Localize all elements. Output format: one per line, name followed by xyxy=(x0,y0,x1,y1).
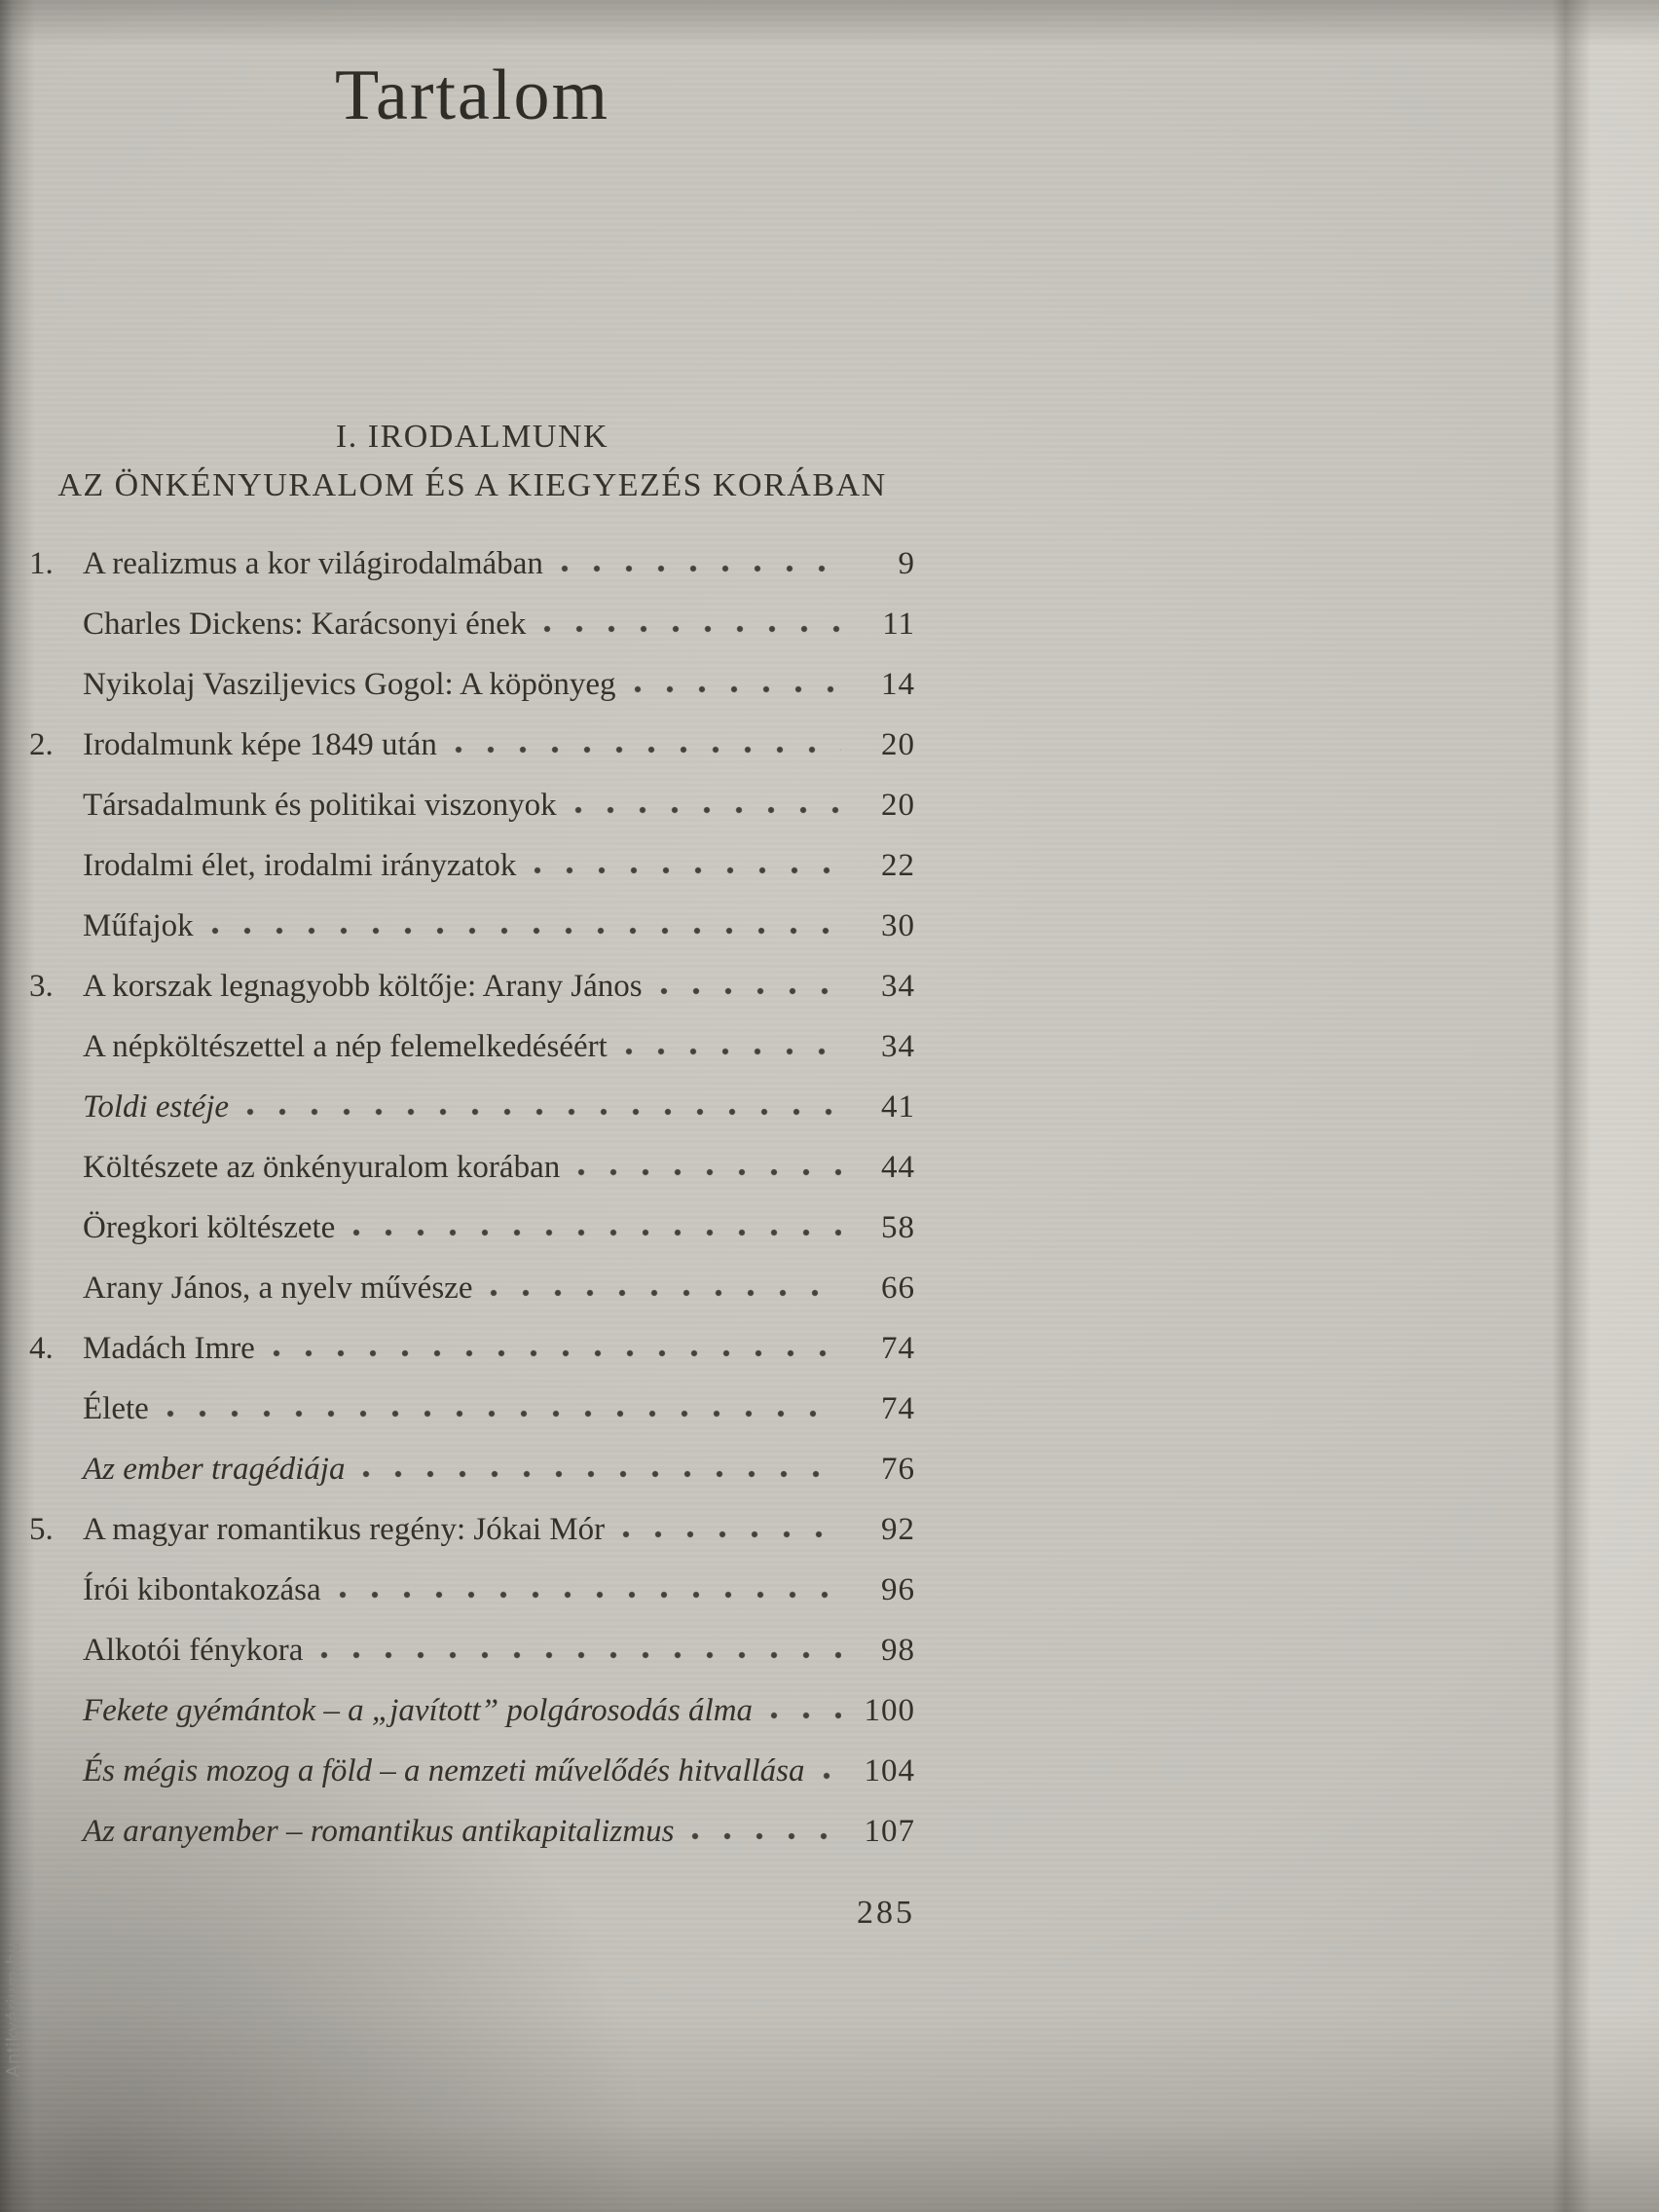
toc-row xyxy=(29,956,915,1016)
page-title: Tartalom xyxy=(334,55,610,135)
toc-entry-number: 3. xyxy=(29,969,54,1004)
toc-row xyxy=(29,1620,915,1680)
toc-entry-title: Öregkori költészete xyxy=(83,1210,336,1245)
toc-entry-title: Madách Imre xyxy=(83,1331,255,1366)
toc-entry-title: Írói kibontakozása xyxy=(83,1572,321,1607)
toc-entry-title: Költészete az önkényuralom korában xyxy=(83,1150,561,1185)
toc-entry-title: Alkotói fénykora xyxy=(83,1633,304,1668)
toc-entry-title: Toldi estéje xyxy=(83,1089,230,1124)
dot-leader xyxy=(490,1289,841,1298)
toc-entry-page: 76 xyxy=(881,1452,915,1487)
toc-row xyxy=(29,715,915,775)
toc-entry-title: Arany János, a nyelv művésze xyxy=(83,1271,473,1306)
dot-leader xyxy=(534,866,841,875)
toc-entry-number: 4. xyxy=(29,1331,54,1366)
toc-entry-number: 1. xyxy=(29,546,54,581)
dot-leader xyxy=(362,1470,841,1479)
dot-leader xyxy=(691,1832,841,1841)
dot-leader xyxy=(622,1530,841,1539)
toc-row xyxy=(29,835,915,896)
toc-entry-page: 20 xyxy=(881,788,915,823)
section-heading-line2: AZ ÖNKÉNYURALOM ÉS A KIEGYEZÉS KORÁBAN xyxy=(57,467,887,503)
toc-entry-page: 44 xyxy=(881,1150,915,1185)
toc-entry-title: Irodalmunk képe 1849 után xyxy=(83,727,437,762)
toc-entry-title: Az ember tragédiája xyxy=(83,1452,346,1487)
toc-row xyxy=(29,775,915,835)
dot-leader xyxy=(211,927,841,936)
toc-entry-page: 104 xyxy=(864,1753,915,1788)
toc-entry-title: És mégis mozog a föld – a nemzeti művelődés hitvallása xyxy=(83,1753,805,1788)
toc-row xyxy=(29,1198,915,1258)
toc-row xyxy=(29,896,915,956)
toc-entry-page: 74 xyxy=(881,1331,915,1366)
toc-entry-page: 30 xyxy=(881,908,915,943)
toc-entry-title: Műfajok xyxy=(83,908,194,943)
dot-leader xyxy=(166,1410,841,1419)
section-heading xyxy=(8,413,937,510)
dot-leader xyxy=(455,746,841,755)
dot-leader xyxy=(625,1048,841,1056)
toc-entry-page: 20 xyxy=(881,727,915,762)
toc-entry-page: 41 xyxy=(881,1089,915,1124)
dot-leader xyxy=(574,806,841,815)
toc-entry-page: 14 xyxy=(881,667,915,702)
toc-row xyxy=(29,1258,915,1318)
toc-row xyxy=(29,1318,915,1379)
toc-entry-page: 58 xyxy=(881,1210,915,1245)
toc-entry-page: 107 xyxy=(864,1814,915,1849)
toc-entry-page: 96 xyxy=(881,1572,915,1607)
toc-row xyxy=(29,1741,915,1801)
toc-entry-title: Irodalmi élet, irodalmi irányzatok xyxy=(83,848,517,883)
page-number: 285 xyxy=(857,1895,915,1931)
dot-leader xyxy=(543,625,841,634)
toc-row xyxy=(29,1077,915,1137)
toc-entry-page: 74 xyxy=(881,1391,915,1426)
toc-entry-title: Nyikolaj Vasziljevics Gogol: A köpönyeg xyxy=(83,667,616,702)
dot-leader xyxy=(246,1108,841,1117)
watermark: Antikvárium.hu xyxy=(4,1941,24,2078)
dot-leader xyxy=(273,1349,841,1358)
toc-row xyxy=(29,1379,915,1439)
toc-entry-page: 66 xyxy=(881,1271,915,1306)
toc-row xyxy=(29,534,915,594)
toc-entry-page: 100 xyxy=(864,1693,915,1728)
dot-leader xyxy=(320,1651,841,1660)
dot-leader xyxy=(823,1772,841,1781)
dot-leader xyxy=(770,1712,841,1720)
dot-leader xyxy=(561,565,841,573)
toc-entry-page: 9 xyxy=(898,546,915,581)
toc-entry-page: 34 xyxy=(881,969,915,1004)
toc-entry-page: 11 xyxy=(882,607,915,642)
toc-row xyxy=(29,1560,915,1620)
dot-leader xyxy=(660,987,841,996)
toc-list xyxy=(29,534,915,1862)
toc-entry-title: A realizmus a kor világirodalmában xyxy=(83,546,543,581)
toc-entry-title: A népköltészettel a nép felemelkedéséért xyxy=(83,1029,608,1064)
toc-row xyxy=(29,1439,915,1499)
toc-entry-page: 98 xyxy=(881,1633,915,1668)
toc-entry-title: Fekete gyémántok – a „javított” polgárosodás álma xyxy=(83,1693,754,1728)
dot-leader xyxy=(634,685,841,694)
section-heading-line1: I. IRODALMUNK xyxy=(335,419,609,455)
toc-entry-title: Élete xyxy=(83,1391,149,1426)
toc-entry-title: A korszak legnagyobb költője: Arany János xyxy=(83,969,643,1004)
toc-entry-number: 2. xyxy=(29,727,54,762)
toc-row xyxy=(29,1016,915,1077)
toc-row xyxy=(29,1680,915,1741)
toc-row xyxy=(29,654,915,715)
toc-entry-number: 5. xyxy=(29,1512,54,1547)
toc-row xyxy=(29,1137,915,1198)
toc-entry-title: Társadalmunk és politikai viszonyok xyxy=(83,788,557,823)
toc-entry-title: Charles Dickens: Karácsonyi ének xyxy=(83,607,527,642)
toc-entry-title: Az aranyember – romantikus antikapitalizmus xyxy=(83,1814,675,1849)
toc-row xyxy=(29,1801,915,1862)
dot-leader xyxy=(339,1591,841,1600)
toc-entry-title: A magyar romantikus regény: Jókai Mór xyxy=(83,1512,606,1547)
toc-row xyxy=(29,594,915,654)
dot-leader xyxy=(352,1229,841,1237)
toc-entry-page: 34 xyxy=(881,1029,915,1064)
toc-entry-page: 92 xyxy=(881,1512,915,1547)
toc-entry-page: 22 xyxy=(881,848,915,883)
dot-leader xyxy=(577,1168,841,1177)
toc-row xyxy=(29,1499,915,1560)
